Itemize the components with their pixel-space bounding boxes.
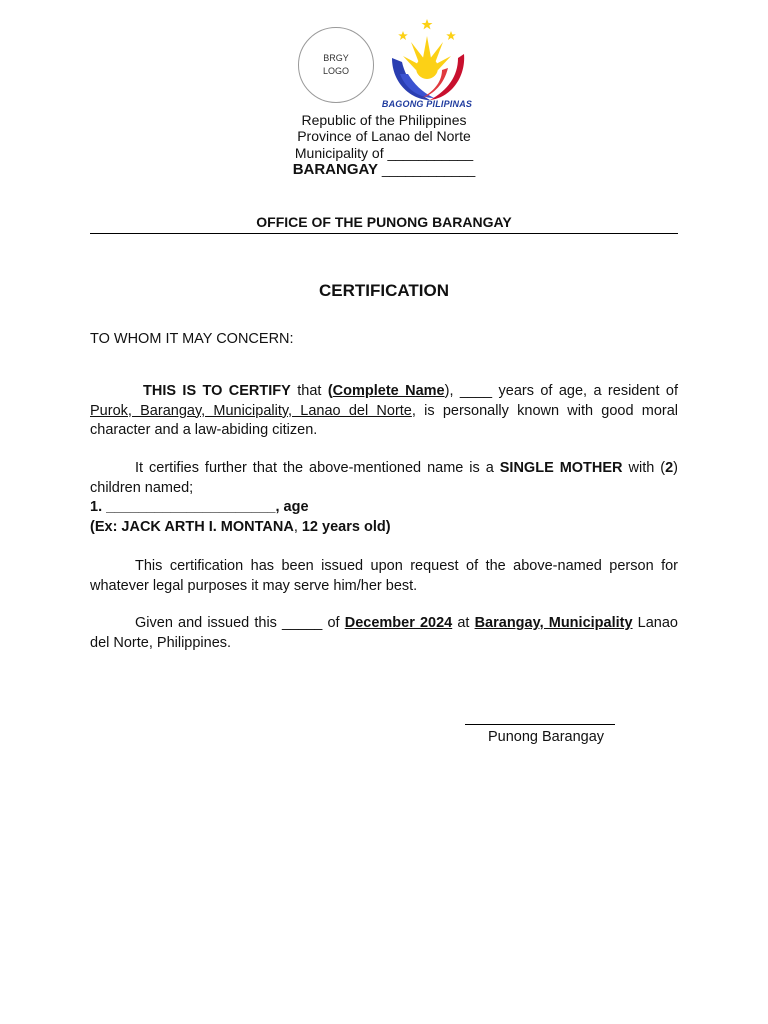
example-comma: , bbox=[293, 519, 298, 535]
header-municipality bbox=[0, 145, 768, 161]
issue-date: December 2024 bbox=[344, 615, 453, 631]
header-barangay-blank: ____________ bbox=[377, 161, 476, 177]
example-name: (Ex: JACK ARTH I. MONTANA bbox=[90, 519, 294, 535]
purpose-text: This certification has been issued upon request of the above-named person for whatever legal purposes it may serve him/her best. bbox=[90, 558, 678, 594]
child-example-line bbox=[90, 518, 678, 538]
certify-text-2: ), ____ years of age, a resident of bbox=[444, 383, 679, 399]
header-municipality-prefix: Municipality of bbox=[294, 145, 388, 161]
child-entry-age-label: , age bbox=[275, 499, 309, 515]
given-text-3: Lanao del Norte, Philippines. bbox=[90, 615, 678, 651]
header-municipality-blank: ___________ bbox=[387, 145, 474, 161]
certification-title: CERTIFICATION bbox=[318, 281, 449, 300]
paragraph-purpose bbox=[90, 557, 678, 596]
paragraph-single-mother bbox=[90, 459, 678, 498]
certify-bold-text: THIS IS TO CERTIFY bbox=[143, 383, 291, 399]
name-open-paren: ( bbox=[327, 383, 333, 399]
signature-line bbox=[465, 724, 615, 725]
example-age: 12 years old) bbox=[297, 519, 391, 535]
office-title: OFFICE OF THE PUNONG BARANGAY bbox=[90, 214, 678, 234]
given-text-2: at bbox=[452, 615, 475, 631]
barangay-logo-text-line2: LOGO bbox=[322, 66, 349, 76]
bagong-pilipinas-emblem bbox=[378, 18, 476, 112]
certify-text-3: , is personally known with good moral character and a law-abiding citizen. bbox=[90, 402, 679, 438]
signature-label: Punong Barangay bbox=[487, 729, 605, 745]
barangay-logo-placeholder bbox=[298, 27, 374, 103]
child-entry-blank: _____________________ bbox=[102, 499, 276, 515]
header-province: Province of Lanao del Norte bbox=[297, 128, 471, 144]
issue-place: Barangay, Municipality bbox=[474, 615, 633, 631]
child-entry-number: 1. bbox=[90, 499, 103, 515]
certify-text-1: that bbox=[290, 383, 328, 399]
header-barangay bbox=[0, 161, 768, 178]
given-text-1: Given and issued this _____ of bbox=[135, 615, 345, 631]
header-republic: Republic of the Philippines bbox=[301, 112, 467, 128]
single-mother-text-3: ) children named; bbox=[90, 460, 679, 496]
single-mother-text-1: It certifies further that the above-mentioned name is a bbox=[135, 460, 500, 476]
child-entry-line bbox=[90, 498, 678, 518]
header-barangay-prefix: BARANGAY bbox=[292, 161, 378, 178]
barangay-logo-text-line1: BRGY bbox=[323, 53, 349, 63]
address-placeholder: Purok, Barangay, Municipality, Lanao del Norte bbox=[90, 402, 412, 419]
complete-name-placeholder: Complete Name bbox=[332, 383, 445, 399]
single-mother-status: SINGLE MOTHER bbox=[499, 460, 623, 476]
salutation: TO WHOM IT MAY CONCERN: bbox=[90, 331, 294, 347]
bagong-pilipinas-caption: BAGONG PILIPINAS bbox=[381, 99, 473, 109]
single-mother-text-2: with ( bbox=[622, 460, 666, 476]
children-count: 2 bbox=[665, 460, 674, 476]
paragraph-given bbox=[90, 614, 678, 653]
paragraph-certify bbox=[90, 382, 678, 441]
